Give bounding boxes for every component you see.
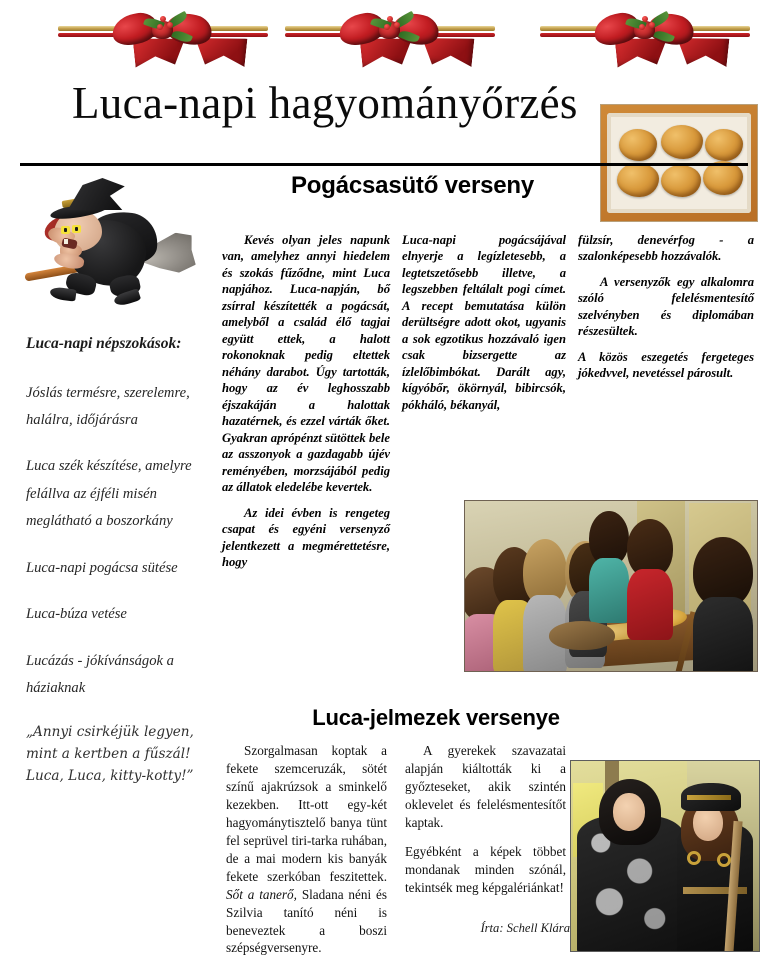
paragraph-emphasis: Sőt a tanerő, [226, 886, 297, 902]
sidebar-item-3: Luca-búza vetése [26, 606, 127, 623]
article-1-columns [222, 232, 758, 570]
article-1-column-3 [578, 232, 754, 502]
paragraph: Kevés olyan jeles napunk van, amelyhez annyi hiedelem és szokás fűződne, mint Luca napjához. Luca-napján, bő zsírral készítették a pogácsát, amelyből a család élő tagjai együtt ettek, a halott rokonoknak pedig eltettek néhány darabot. Úgy tartották, hogy az év leghosszabb éjszakáján a halottak hazatérnek, és ezzel várták őket. Gyakran aprópénzt sütöttek bele az asszonyok a gazdagabb újév reményében, morzsájából pedig az állatok eledelébe kevertek. [222, 233, 390, 495]
article-2-column-1 [226, 742, 387, 962]
sidebar-heading: Luca-napi népszokások: [26, 335, 182, 352]
paragraph: Luca-napi pogácsájával elnyerje a legízletesebb, a legtetszetősebb illetve, a legszebben feltálalt pogi címet. A recept bemutatása külön derültségre adott okot, ugyanis a sok egzotikus hozzávaló igen csak bizsergette az ízlelőbimbókat. Darált agy, kígyóbőr, ökörnyál, bibircsók, pókháló, békanyál, [402, 233, 566, 412]
paragraph-part: Sladana néni és Szilvia tanító néni is beneveztek a boszi szépségversenyre. [226, 886, 387, 956]
sidebar-item-1: Luca szék készítése, amelyre felállva az éjféli misén meglátható a boszorkány [26, 458, 192, 530]
article-byline: Írta: Schell Klára [480, 921, 570, 935]
ribbon-decoration-band [0, 0, 768, 70]
paragraph: A gyerekek szavazatai alapján kiáltották ki a győzteseket, akik szintén oklevelet és felelésmentesítőt kaptak. [405, 743, 566, 830]
paragraph [226, 742, 387, 957]
paragraph: Egyébként a képek többet mondanak minden szónál, tekintsék meg képgalériánkat! [405, 843, 566, 895]
paragraph: A versenyzők egy alkalomra szóló felelésmentesítő szelvényben és diplomában részesültek. [578, 274, 754, 339]
paragraph-part: Szorgalmasan koptak a fekete szemceruzák, sötét színű ajakrúzsok a sminkelő kezekben. Itt-ott egy-két hagyománytisztelő banya tünt fel seprüvel tiri-tarka ruhában, de a mai modern kis banyák fekete szerkóban feszitettek. [226, 743, 387, 884]
paragraph: Az idei évben is rengeteg csapat és egyéni versenyző jelentkezett a megmérettetésre, hogy [222, 505, 390, 570]
flying-witch-icon [18, 176, 198, 324]
article-1-column-2 [402, 232, 566, 502]
article-1-heading: Pogácsasütő verseny [291, 172, 534, 199]
sidebar-item-2: Luca-napi pogácsa sütése [26, 559, 178, 576]
paragraph: fülzsír, denevérfog - a szalonképesebb hozzávalók. [578, 233, 754, 264]
sidebar-folk-customs [26, 330, 206, 787]
sidebar-item-4: Lucázás - jókívánságok a háziaknak [26, 652, 174, 696]
article-1-column-1 [222, 232, 390, 570]
article-2-heading: Luca-jelmezek versenye [312, 705, 560, 730]
sidebar-rhyme-quote: „Annyi csirkéjük legyen, mint a kertben a fűszál! Luca, Luca, kitty-kotty!” [26, 724, 194, 785]
christmas-bow-ribbon-icon [285, 6, 495, 66]
paragraph: A közös eszegetés fergeteges jókedvvel, nevetéssel párosult. [578, 349, 754, 381]
sidebar-item-0: Jóslás termésre, szerelemre, halálra, időjárásra [26, 384, 190, 428]
christmas-bow-ribbon-icon [540, 6, 750, 66]
page-title: Luca-napi hagyományőrzés [72, 78, 578, 128]
header-divider [20, 163, 748, 166]
photo-witch-costumes [570, 760, 760, 952]
christmas-bow-ribbon-icon [58, 6, 268, 66]
photo-students-tasting [464, 500, 758, 672]
